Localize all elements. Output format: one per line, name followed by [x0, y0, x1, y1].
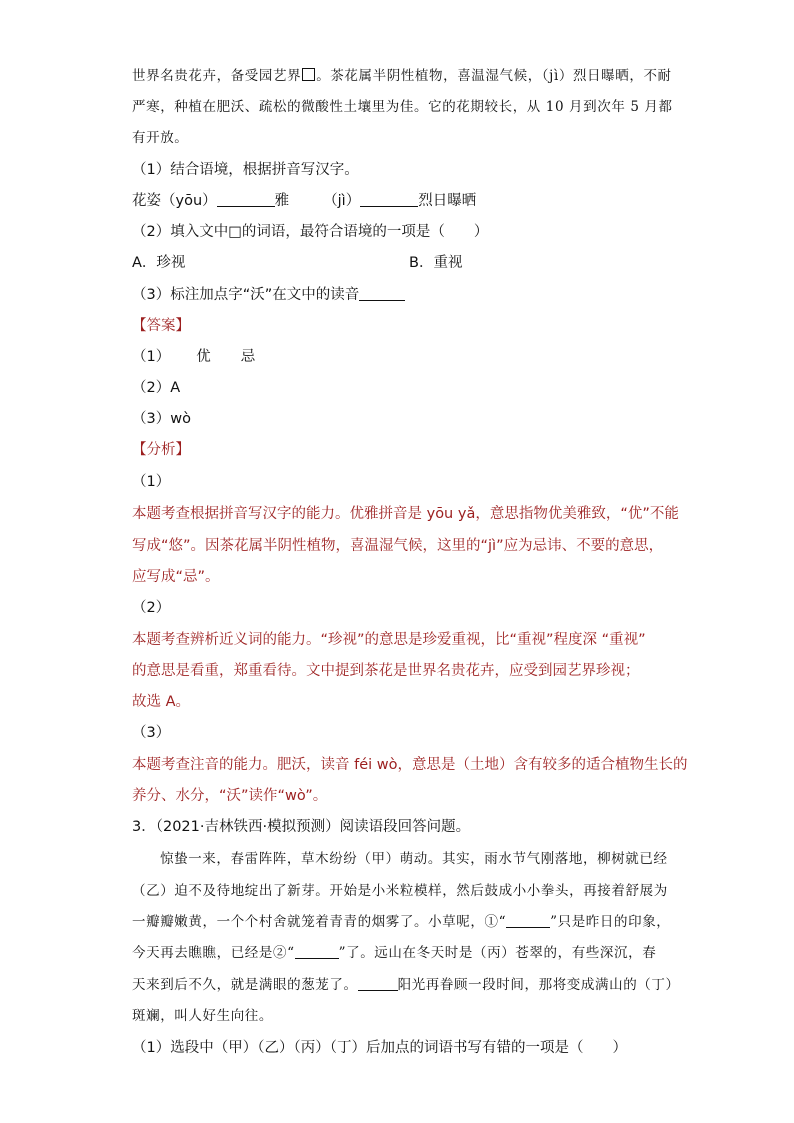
- q2-option-b: B．重视: [409, 255, 463, 271]
- analysis-1-line3: 应写成“忌”。: [132, 569, 220, 585]
- analysis-1-label: （1）: [132, 474, 171, 490]
- answer-blank: [217, 192, 275, 207]
- answer-blank: [360, 192, 418, 207]
- question3-line1: 惊蛰一来，春雷阵阵，草木纷纷（甲）萌动。其实，雨水节气刚落地，柳树就已经: [160, 851, 668, 867]
- passage1-line1: 世界名贵花卉，备受园艺界 。茶花属半阴性植物，喜温湿气候，（jì）烈日曝晒，不耐: [132, 68, 672, 84]
- question3-line5: 天来到后不久，就是满眼的葱茏了。 阳光再眷顾一段时间，那将变成满山的（丁）: [132, 977, 680, 993]
- analysis-1-line1: 本题考查根据拼音写汉字的能力。优雅拼音是 yōu yǎ，意思指物优美雅致，“优”不能: [132, 506, 679, 522]
- question3-sub1: （1）选段中（甲）（乙）（丙）（丁）后加点的词语书写有错的一项是（ ）: [132, 1040, 627, 1056]
- analysis-3-label: （3）: [132, 725, 171, 741]
- question3-line4: 今天再去瞧瞧，已经是②“ ”了。远山在冬天时是（丙）苍翠的，有些深沉，春: [132, 945, 657, 961]
- analysis-2-line1: 本题考查辨析近义词的能力。“珍视”的意思是珍爱重视，比“重视”程度深 “重视”: [132, 632, 646, 648]
- blank-box-icon: [302, 68, 315, 81]
- analysis-2-line3: 故选 A。: [132, 694, 191, 710]
- answer-blank: [295, 944, 339, 959]
- passage1-line2: 严寒，种植在肥沃、疏松的微酸性土壤里为佳。它的花期较长，从 10 月到次年 5 月都: [132, 99, 673, 115]
- question3-line3: 一瓣瓣嫩黄，一个个村舍就笼着青青的烟雾了。小草呢，①“ ”只是昨日的印象，: [132, 914, 671, 930]
- answer-2: （2）A: [132, 380, 181, 396]
- q3-prompt: （3）标注加点字“沃”在文中的读音: [132, 285, 405, 305]
- answer-1: （1） 优 忌: [132, 349, 256, 365]
- question3-line6: 斑斓，叫人好生向往。: [132, 1008, 273, 1024]
- answer-header: 【答案】: [132, 318, 190, 334]
- question3-title: 3．（2021·吉林铁西·模拟预测）阅读语段回答问题。: [132, 819, 471, 835]
- analysis-3-line1: 本题考查注音的能力。肥沃，读音 féi wò，意思是（土地）含有较多的适合植物生长的: [132, 757, 688, 773]
- answer-blank: [506, 913, 550, 928]
- q1-prompt: （1）结合语境，根据拼音写汉字。: [132, 162, 359, 178]
- answer-blank: [359, 286, 405, 301]
- analysis-1-line2: 写成“悠”。因茶花属半阴性植物，喜温湿气候，这里的“jì”应为忌讳、不要的意思，: [132, 538, 664, 554]
- q2-prompt: （2）填入文中□的词语，最符合语境的一项是（ ）: [132, 224, 489, 240]
- answer-3: （3）wò: [132, 411, 191, 427]
- analysis-header: 【分析】: [132, 442, 190, 458]
- q2-option-a: A．珍视: [132, 255, 186, 271]
- analysis-2-label: （2）: [132, 600, 171, 616]
- question3-line2: （乙）迫不及待地绽出了新芽。开始是小米粒模样，然后鼓成小小拳头，再接着舒展为: [132, 883, 668, 899]
- q1-items: 花姿（yōu） 雅 （jì） 烈日曝晒: [132, 193, 477, 209]
- answer-blank: [358, 976, 398, 991]
- analysis-2-line2: 的意思是看重，郑重看待。文中提到茶花是世界名贵花卉，应受到园艺界珍视；: [132, 663, 640, 679]
- analysis-3-line2: 养分、水分，“沃”读作“wò”。: [132, 788, 328, 804]
- passage1-line3: 有开放。: [132, 130, 189, 146]
